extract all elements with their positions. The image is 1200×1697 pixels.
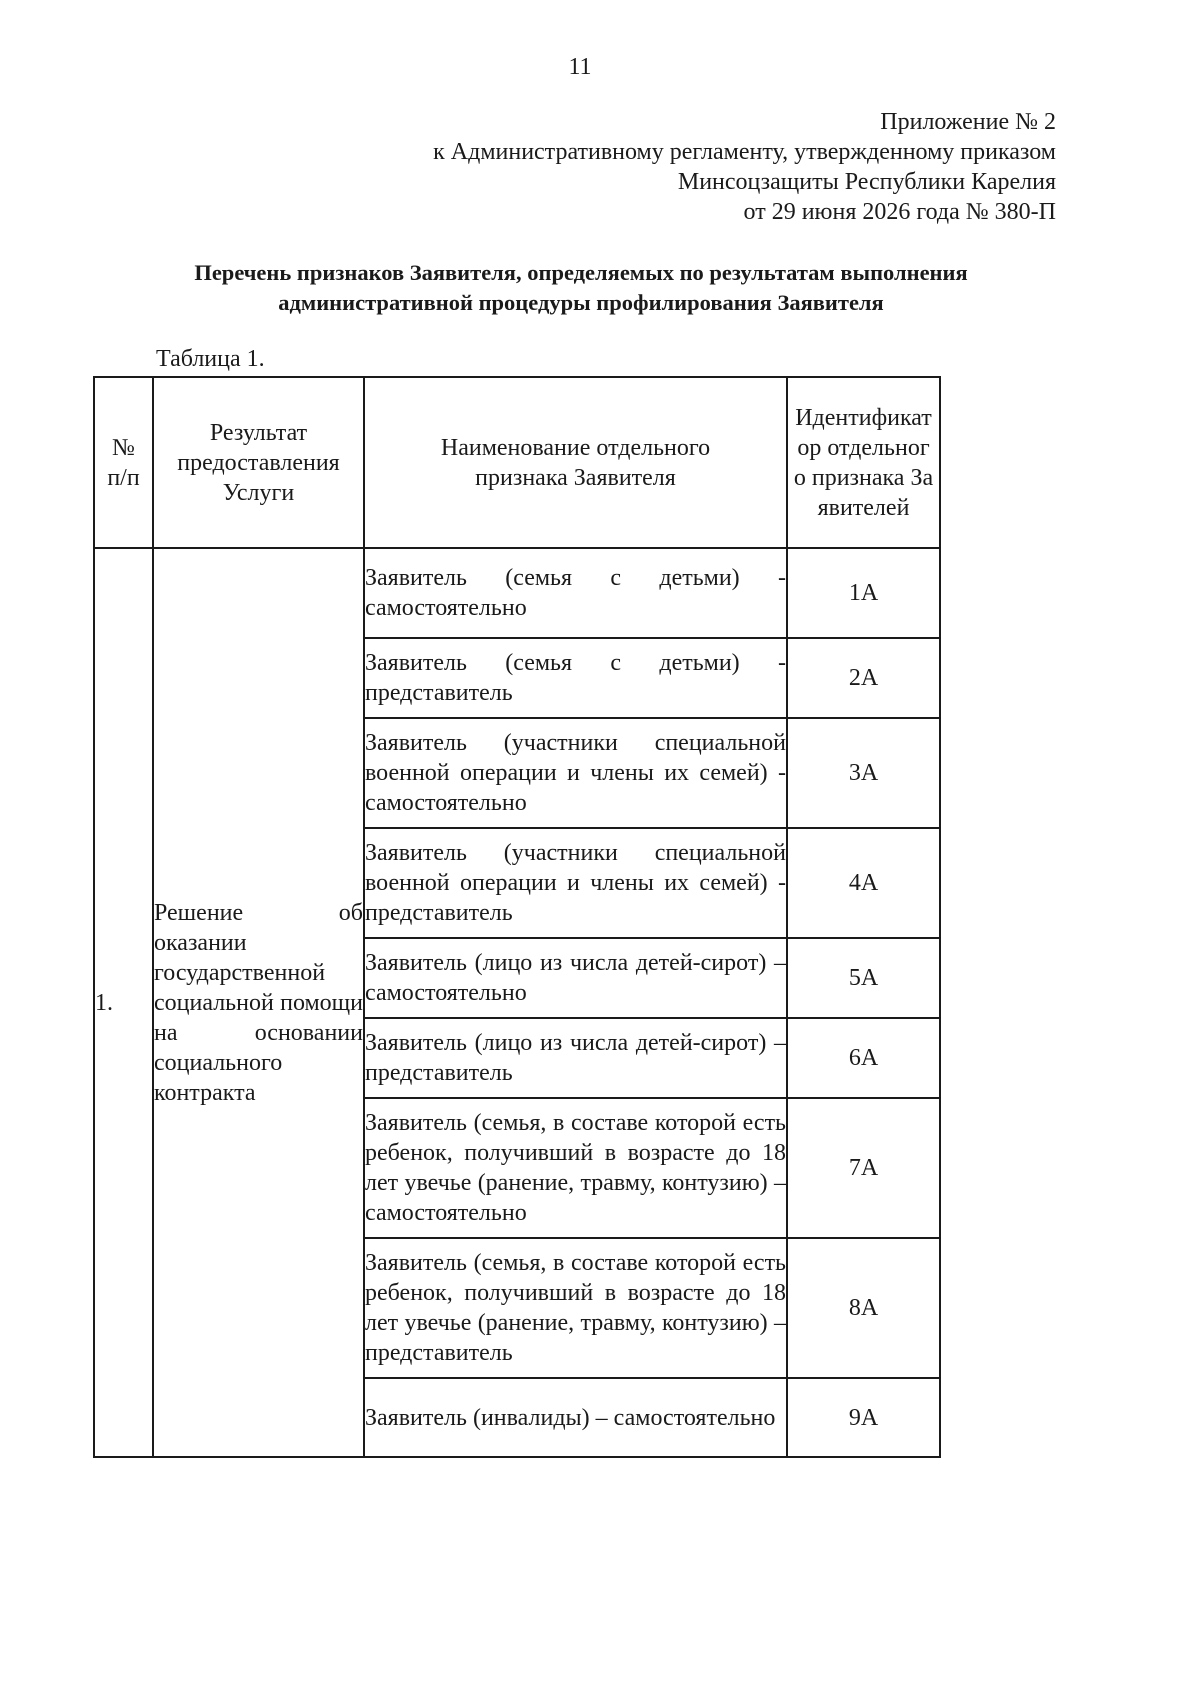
sign-name: Заявитель (участники специальной военной операции и члены их семей) - самостоятельно <box>364 718 787 828</box>
sign-name: Заявитель (лицо из числа детей-сирот) – самостоятельно <box>364 938 787 1018</box>
sign-code: 7А <box>787 1098 940 1238</box>
sign-name: Заявитель (семья с детьми) - самостоятельно <box>364 548 787 638</box>
table-row <box>94 548 940 638</box>
sign-code: 4А <box>787 828 940 938</box>
sign-code: 9А <box>787 1378 940 1457</box>
sign-name: Заявитель (семья с детьми) - представитель <box>364 638 787 718</box>
appendix-line: Минсоцзащиты Республики Карелия <box>677 169 1056 195</box>
sign-code: 5А <box>787 938 940 1018</box>
sign-code: 6А <box>787 1018 940 1098</box>
sign-code: 1А <box>787 548 940 638</box>
header-sign-name: Наименование отдельного признака Заявителя <box>364 377 787 548</box>
appendix-line: Приложение № 2 <box>880 109 1056 135</box>
appendix-header <box>433 107 1056 227</box>
header-sign-id: Идентификатор отдельного признака Заявителей <box>787 377 940 548</box>
sign-code: 3А <box>787 718 940 828</box>
title-line: административной процедуры профилирования Заявителя <box>278 290 884 315</box>
sign-name: Заявитель (лицо из числа детей-сирот) – представитель <box>364 1018 787 1098</box>
header-result: Результат предоставления Услуги <box>153 377 364 548</box>
page-number: 11 <box>568 54 592 80</box>
sign-name: Заявитель (семья, в составе которой есть ребенок, получивший в возрасте до 18 лет увечье (ранение, травму, контузию) – представитель <box>364 1238 787 1378</box>
table-header-row <box>94 377 940 548</box>
sign-name: Заявитель (семья, в составе которой есть ребенок, получивший в возрасте до 18 лет увечье (ранение, травму, контузию) – самостоятельно <box>364 1098 787 1238</box>
result-cell: Решение об оказании государственной социальной помощи на основании социального контракта <box>153 548 364 1457</box>
signs-table <box>93 376 941 1458</box>
appendix-line: к Административному регламенту, утвержденному приказом <box>433 139 1056 165</box>
table-caption: Таблица 1. <box>156 346 265 372</box>
sign-code: 2А <box>787 638 940 718</box>
appendix-line: от 29 июня 2026 года № 380-П <box>743 199 1056 225</box>
sign-name: Заявитель (участники специальной военной операции и члены их семей) - представитель <box>364 828 787 938</box>
sign-name: Заявитель (инвалиды) – самостоятельно <box>364 1378 787 1457</box>
title-line: Перечень признаков Заявителя, определяемых по результатам выполнения <box>194 260 968 285</box>
sign-code: 8А <box>787 1238 940 1378</box>
document-title <box>0 258 1162 318</box>
row-number: 1. <box>94 548 153 1457</box>
header-number: № п/п <box>94 377 153 548</box>
